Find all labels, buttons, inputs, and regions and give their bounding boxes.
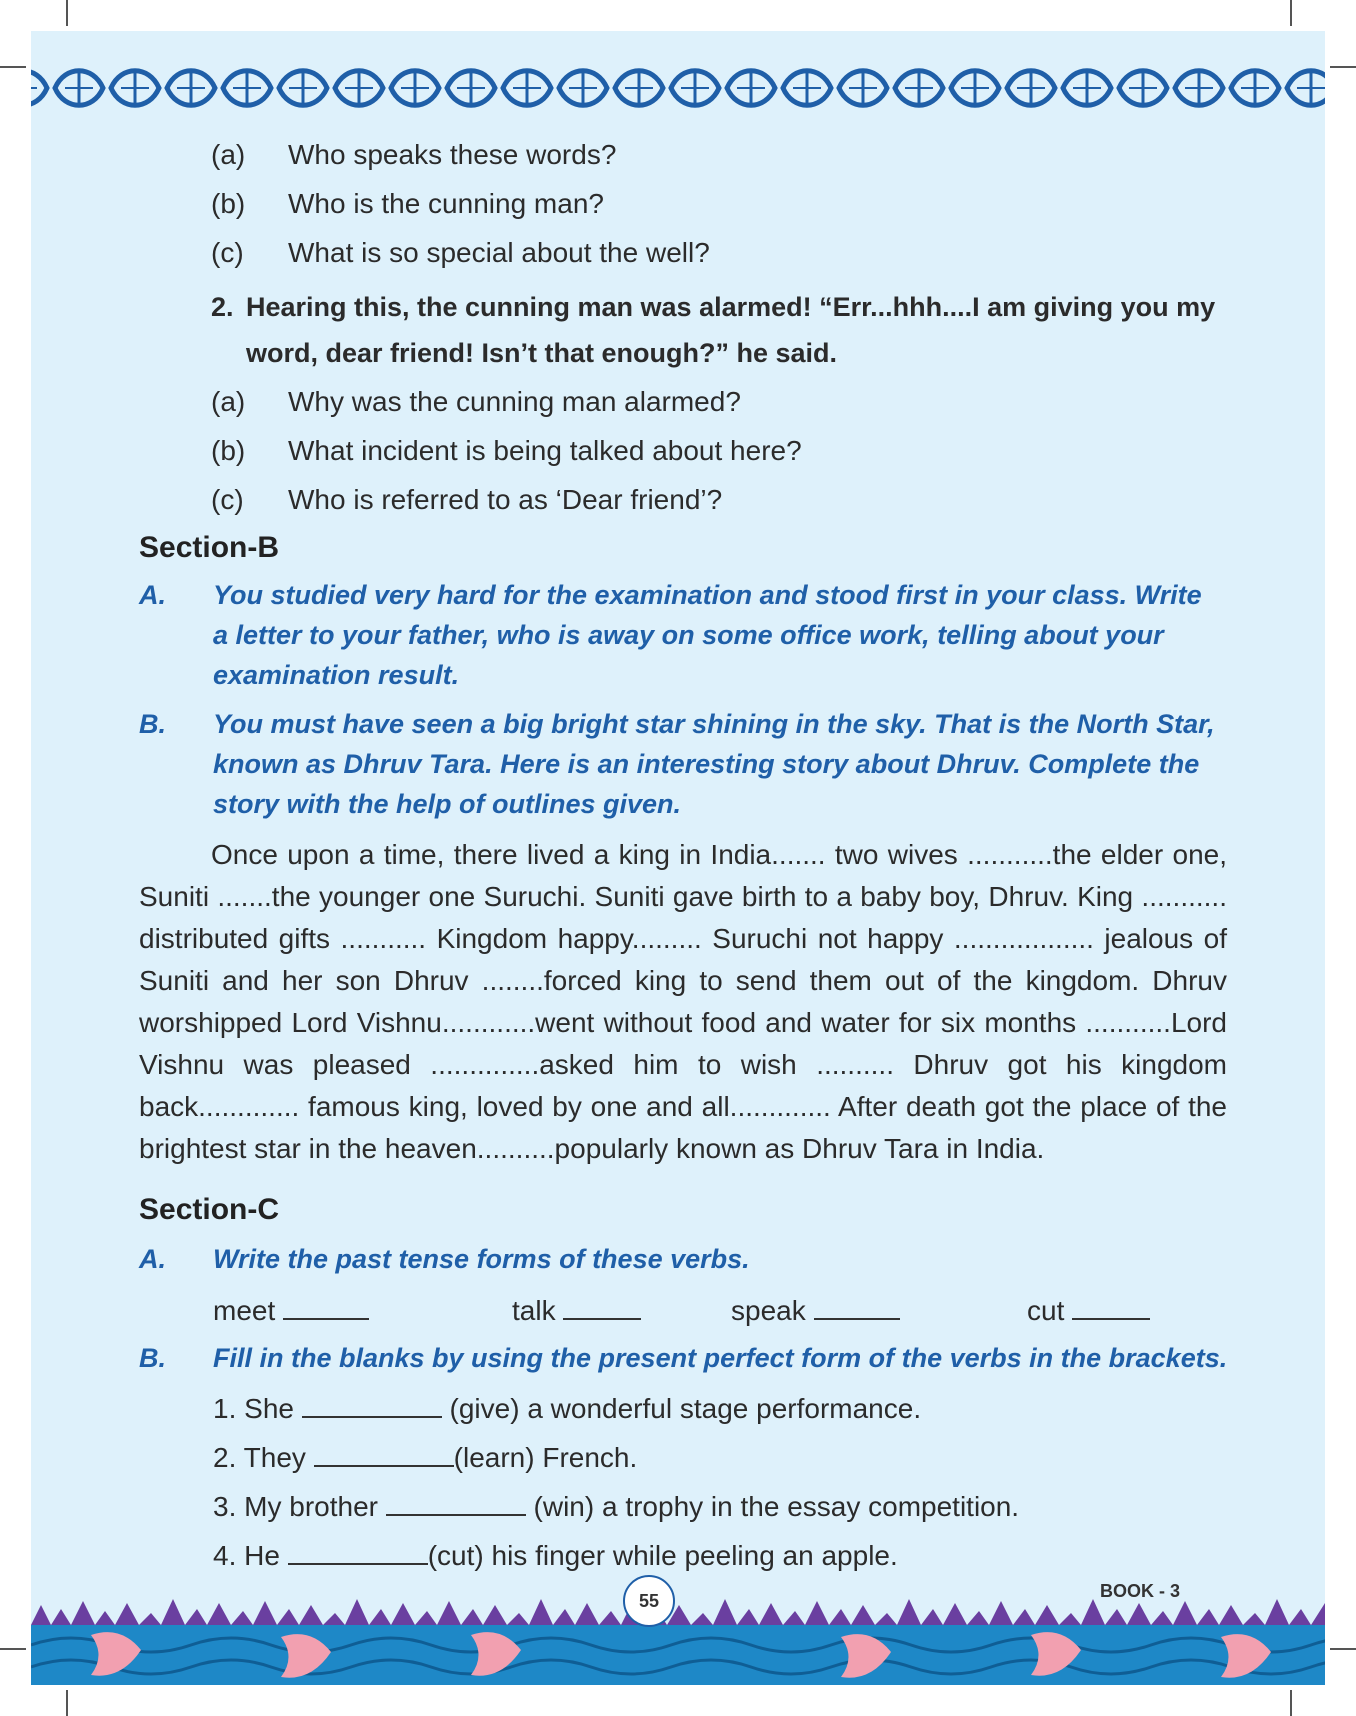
- sentence-number: 3.: [213, 1491, 237, 1522]
- question-quote-line: word, dear friend! Isn’t that enough?” he said.: [246, 338, 838, 368]
- crop-mark: [1330, 66, 1356, 68]
- page-number: 55: [623, 1575, 675, 1627]
- verb-item: [512, 1292, 641, 1328]
- item-label: (c): [211, 484, 244, 515]
- sentence-number: 2.: [213, 1442, 237, 1473]
- item-text: Who speaks these words?: [288, 139, 617, 170]
- section-c-heading: Section-C: [139, 1193, 280, 1226]
- verb-word: talk: [512, 1295, 556, 1326]
- exercise-sentence: [213, 1439, 637, 1475]
- section-b-a-label: A.: [139, 580, 166, 610]
- answer-blank[interactable]: [283, 1292, 369, 1320]
- question-quote-line: Hearing this, the cunning man was alarmed! “Err...hhh....I am giving you my: [246, 292, 1216, 322]
- verb-word: meet: [213, 1295, 276, 1326]
- crop-mark: [1290, 0, 1292, 26]
- sentence-number: 4.: [213, 1540, 237, 1571]
- item-label: (c): [211, 237, 244, 268]
- crop-mark: [0, 1648, 26, 1650]
- sentence-rest: (give) a wonderful stage performance.: [449, 1393, 922, 1424]
- answer-blank[interactable]: [386, 1488, 526, 1516]
- story-paragraph: [139, 834, 1227, 1170]
- answer-blank[interactable]: [814, 1292, 900, 1320]
- item-label: (a): [211, 386, 246, 417]
- sentence-subject: She: [244, 1393, 294, 1424]
- crop-mark: [66, 1690, 68, 1716]
- verb-word: speak: [731, 1295, 806, 1326]
- item-label: (b): [211, 188, 246, 219]
- item-label: (a): [211, 139, 246, 170]
- verb-item: [1027, 1292, 1150, 1328]
- instruction-line: You studied very hard for the examination and stood first in your class. Write: [213, 580, 1202, 610]
- crop-mark: [0, 66, 26, 68]
- item-text: Why was the cunning man alarmed?: [288, 386, 741, 417]
- item-text: What incident is being talked about here?: [288, 435, 802, 466]
- crop-mark: [1290, 1690, 1292, 1716]
- section-b-b-label: B.: [139, 709, 166, 739]
- story-text: Once upon a time, there lived a king in India....... two wives ...........the elder one, Suniti .......the younger one Suruchi. Suniti gave birth to a baby boy, Dhruv. King ........... distributed gifts ........... Kingdom happy......... Suruchi not happy .................. jealous of Suniti and her son Dhruv ........forced king to send them out of the kingdom. Dhruv worshipped Lord Vishnu............went without food and water for six months ...........Lord Vishnu was pleased ..............asked him to wish .......... Dhruv got his kingdom back............. famous king, loved by one and all............. After death got the place of the brightest star in the heaven..........popularly known as Dhruv Tara in India.: [139, 839, 1227, 1164]
- instruction-line: known as Dhruv Tara. Here is an interesting story about Dhruv. Complete the: [213, 749, 1200, 779]
- verb-word: cut: [1027, 1295, 1065, 1326]
- exercise-sentence: [213, 1488, 1019, 1524]
- item-label: (b): [211, 435, 246, 466]
- item-text: What is so special about the well?: [288, 237, 710, 268]
- instruction-line: You must have seen a big bright star shining in the sky. That is the North Star,: [213, 709, 1215, 739]
- question-number: 2.: [211, 292, 234, 322]
- sentence-number: 1.: [213, 1393, 237, 1424]
- water: [31, 1625, 1325, 1685]
- instruction-line: examination result.: [213, 660, 460, 690]
- exercise-sentence: [213, 1390, 921, 1426]
- section-b-heading: Section-B: [139, 531, 280, 564]
- answer-blank[interactable]: [302, 1390, 442, 1418]
- instruction-line: Write the past tense forms of these verbs.: [213, 1244, 750, 1274]
- sentence-subject: He: [244, 1540, 280, 1571]
- item-text: Who is referred to as ‘Dear friend’?: [288, 484, 723, 515]
- sentence-rest: (win) a trophy in the essay competition.: [533, 1491, 1020, 1522]
- verb-item: [731, 1292, 900, 1328]
- answer-blank[interactable]: [288, 1537, 428, 1565]
- decorative-border: [31, 61, 1325, 115]
- sentence-subject: They: [243, 1442, 306, 1473]
- worksheet-page: [31, 31, 1325, 1685]
- answer-blank[interactable]: [1072, 1292, 1150, 1320]
- item-text: Who is the cunning man?: [288, 188, 604, 219]
- sentence-rest: (cut) his finger while peeling an apple.: [427, 1540, 898, 1571]
- book-label: BOOK - 3: [1100, 1581, 1181, 1601]
- verb-item: [213, 1292, 369, 1328]
- instruction-line: story with the help of outlines given.: [213, 789, 682, 819]
- exercise-sentence: [213, 1537, 898, 1573]
- sentence-subject: My brother: [244, 1491, 378, 1522]
- sentence-rest: (learn) French.: [453, 1442, 638, 1473]
- answer-blank[interactable]: [314, 1439, 454, 1467]
- crop-mark: [66, 0, 68, 26]
- footer-illustration: [31, 1595, 1325, 1685]
- crop-mark: [1330, 1648, 1356, 1650]
- tree-row: [31, 1599, 1325, 1629]
- instruction-line: Fill in the blanks by using the present perfect form of the verbs in the brackets.: [213, 1343, 1228, 1373]
- answer-blank[interactable]: [563, 1292, 641, 1320]
- section-c-b-label: B.: [139, 1343, 166, 1373]
- section-c-a-label: A.: [139, 1244, 166, 1274]
- instruction-line: a letter to your father, who is away on some office work, telling about your: [213, 620, 1164, 650]
